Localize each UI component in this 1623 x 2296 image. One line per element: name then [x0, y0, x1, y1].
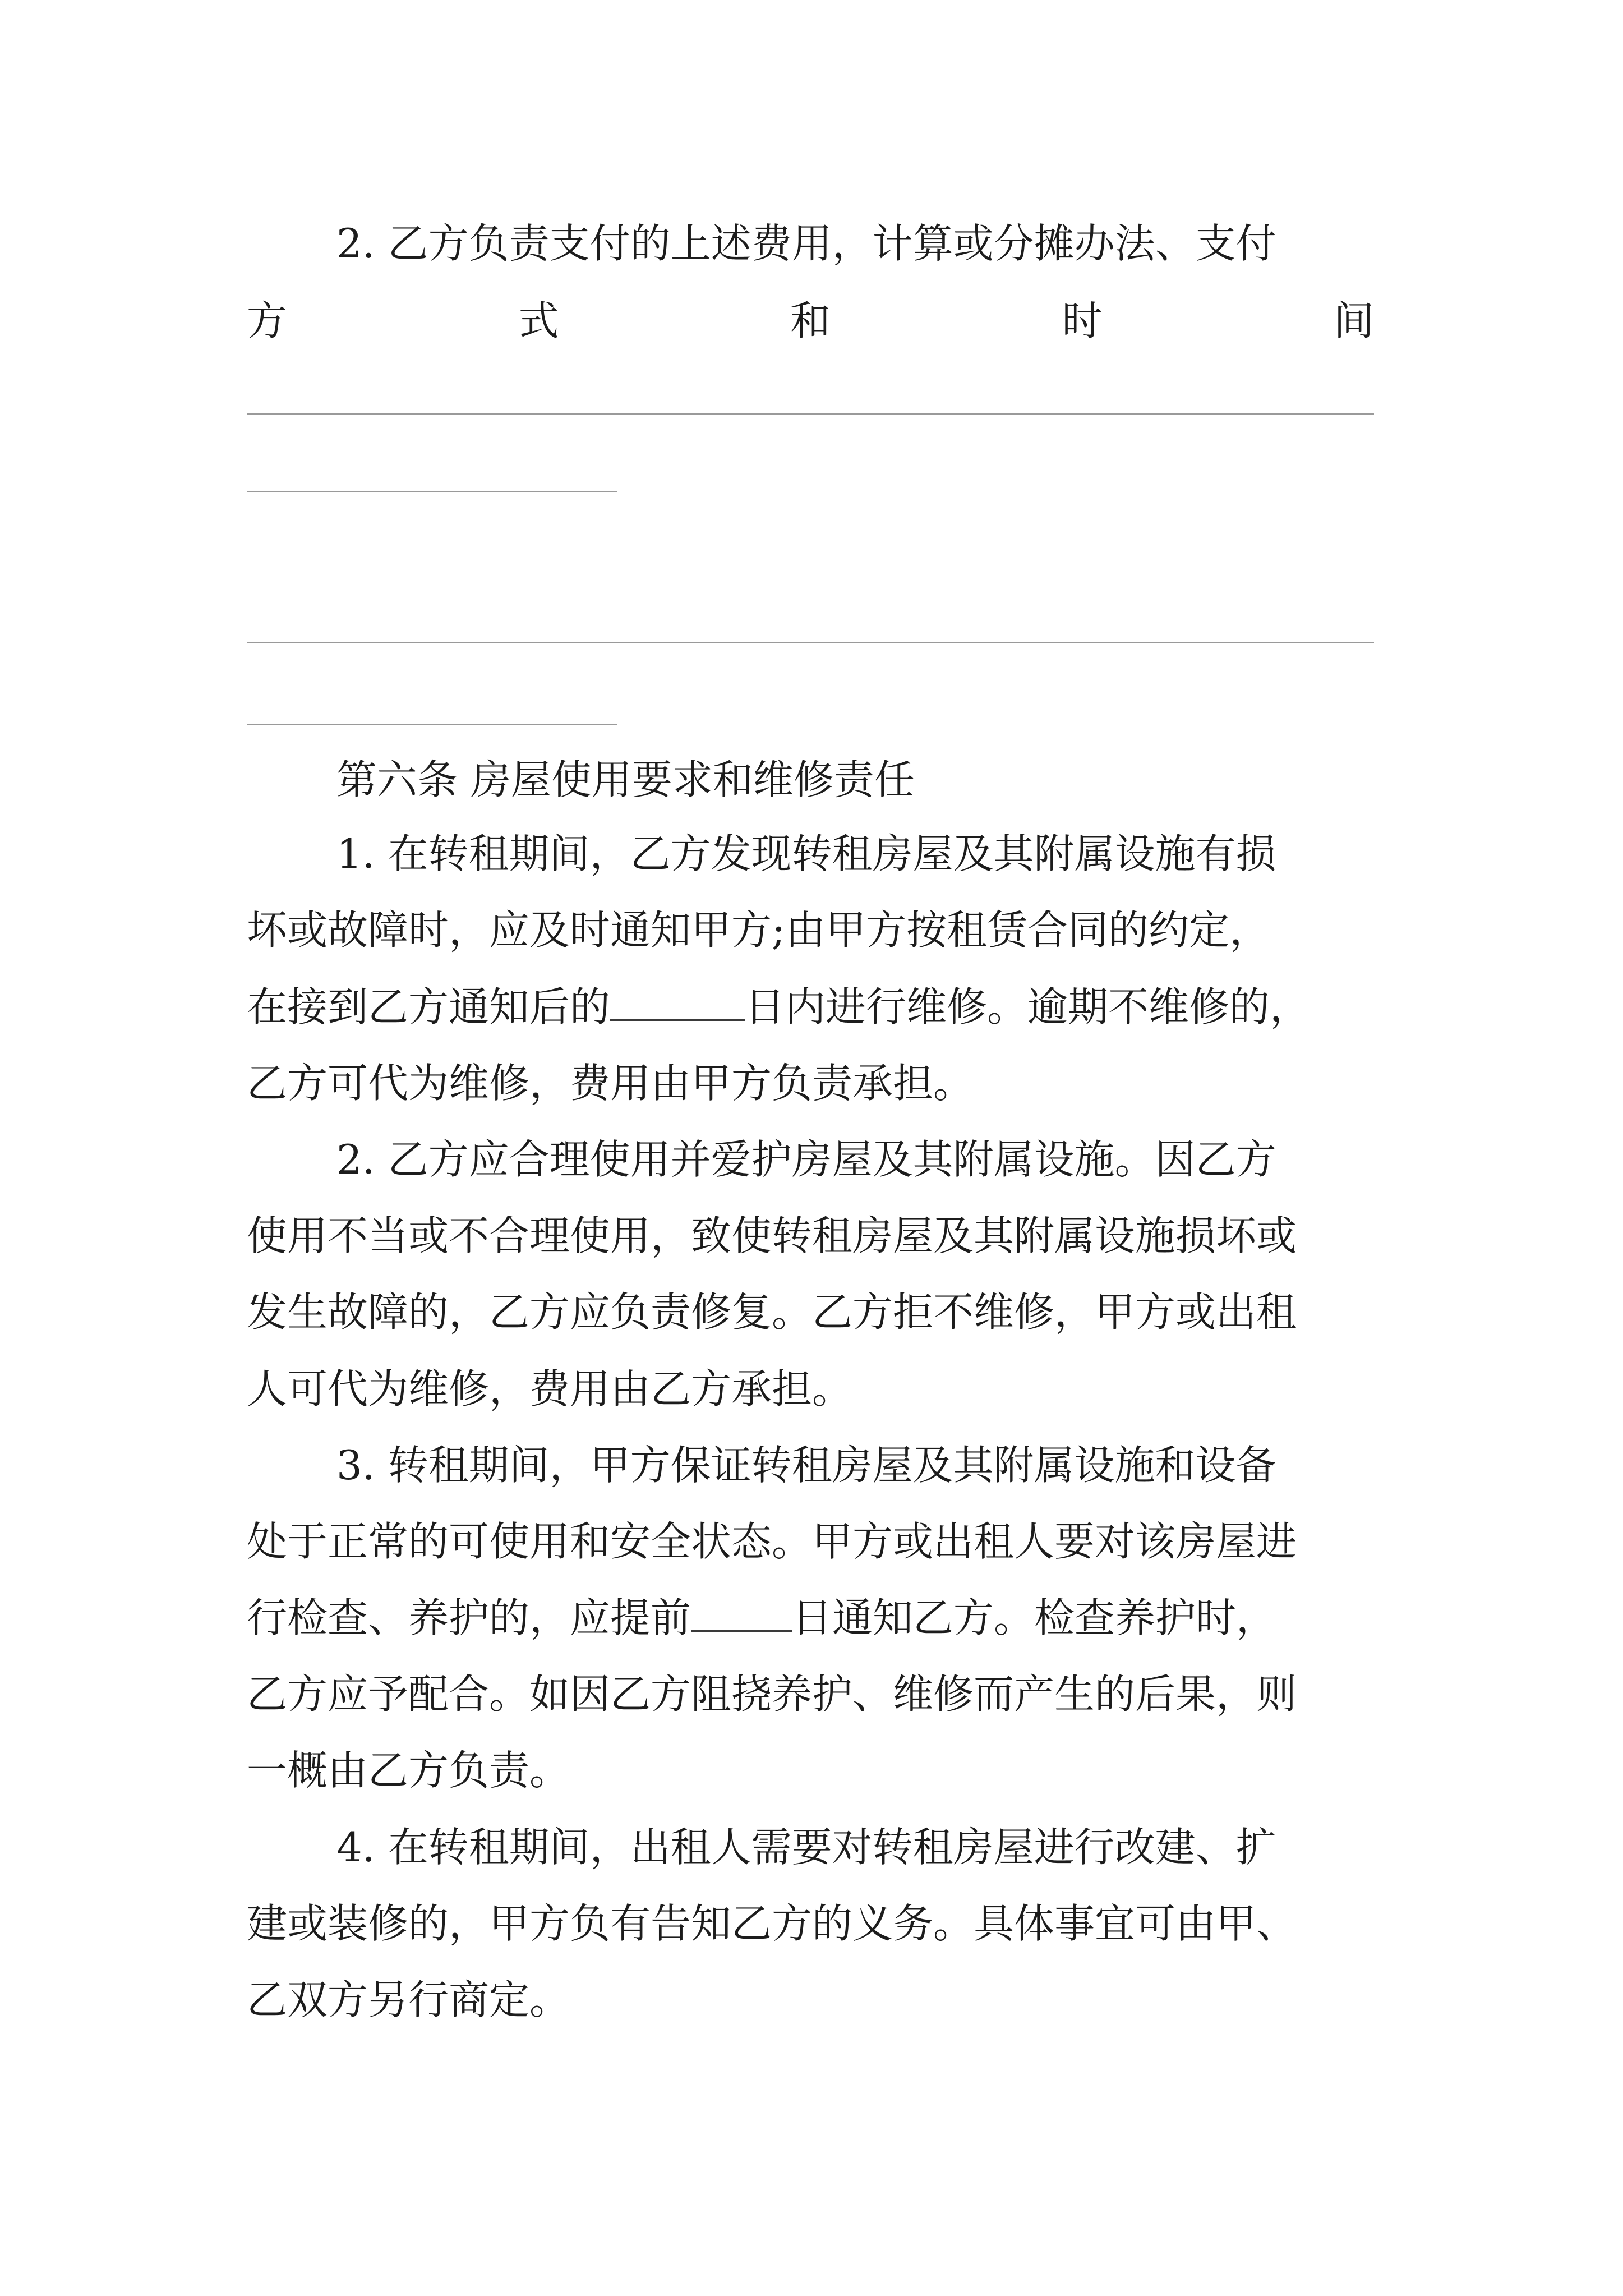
fill-in-rule — [247, 642, 1374, 643]
item-1-text-after-blank: 日内进行维修。逾期不维修的， — [745, 983, 1311, 1030]
item-1-text-before-blank: 在接到乙方通知后的 — [247, 983, 611, 1030]
item-3-line-5: 一概由乙方负责。 — [247, 1747, 570, 1794]
justified-word: 和 — [790, 297, 831, 344]
item-3-line-1: 3. 转租期间，甲方保证转租房屋及其附属设施和设备 — [336, 1442, 1276, 1489]
item-2-line-3: 发生故障的，乙方应负责修复。乙方拒不维修，甲方或出租 — [247, 1289, 1297, 1336]
item-3-line-3 — [247, 1590, 1374, 1646]
fill-in-rule — [247, 724, 617, 725]
item-3-line-4: 乙方应予配合。如因乙方阻挠养护、维修而产生的后果，则 — [247, 1671, 1297, 1718]
clause-2-line-2 — [247, 293, 1374, 349]
item-3-text-before-blank: 行检查、养护的，应提前 — [247, 1594, 691, 1641]
item-3-text-after-blank: 日通知乙方。检查养护时， — [792, 1594, 1277, 1641]
item-1-line-1: 1. 在转租期间，乙方发现转租房屋及其附属设施有损 — [336, 830, 1276, 877]
item-4-line-1: 4. 在转租期间，出租人需要对转租房屋进行改建、扩 — [336, 1824, 1276, 1871]
fill-in-rule — [247, 413, 1374, 415]
justified-word: 式 — [518, 297, 559, 344]
article-heading: 第六条 房屋使用要求和维修责任 — [336, 756, 915, 803]
justified-word: 间 — [1333, 297, 1374, 344]
item-2-line-4: 人可代为维修，费用由乙方承担。 — [247, 1365, 853, 1412]
item-4-line-3: 乙双方另行商定。 — [247, 1976, 570, 2023]
days-blank — [691, 1598, 792, 1632]
justified-word: 方 — [247, 297, 288, 344]
item-4-line-2: 建或装修的，甲方负有告知乙方的义务。具体事宜可由甲、 — [247, 1900, 1297, 1947]
justified-word: 时 — [1062, 297, 1103, 344]
fill-in-rule — [247, 491, 617, 492]
item-1-line-4: 乙方可代为维修，费用由甲方负责承担。 — [247, 1060, 974, 1107]
clause-2-line-1: 2. 乙方负责支付的上述费用，计算或分摊办法、支付 — [336, 220, 1276, 267]
item-2-line-2: 使用不当或不合理使用，致使转租房屋及其附属设施损坏或 — [247, 1212, 1297, 1259]
item-2-line-1: 2. 乙方应合理使用并爱护房屋及其附属设施。因乙方 — [336, 1136, 1276, 1183]
item-1-line-3 — [247, 979, 1374, 1035]
days-blank — [610, 987, 745, 1021]
item-3-line-2: 处于正常的可使用和安全状态。甲方或出租人要对该房屋进 — [247, 1518, 1297, 1565]
item-1-line-2: 坏或故障时，应及时通知甲方;由甲方按租赁合同的约定， — [247, 907, 1270, 954]
